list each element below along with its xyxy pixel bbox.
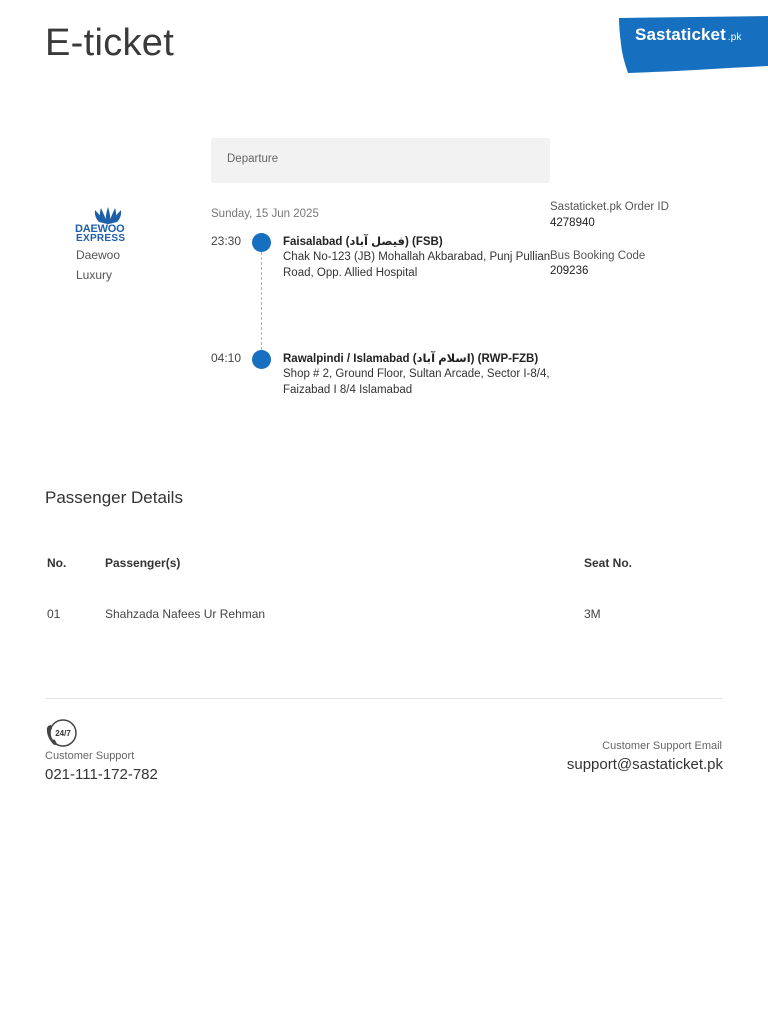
support-icon-text: 24/7 xyxy=(55,729,71,738)
departure-address: Chak No-123 (JB) Mohallah Akbarabad, Punj Pullian Road, Opp. Allied Hospital xyxy=(283,251,551,279)
footer-divider xyxy=(45,698,723,699)
booking-code-label: Bus Booking Code xyxy=(550,250,646,262)
logo-word-daewoo: DAEWOO xyxy=(75,223,125,235)
seat-number: 3M xyxy=(584,607,601,621)
arrival-station: Rawalpindi / Islamabad (اسلام آباد) (RWP-FZB) xyxy=(283,353,539,365)
travel-date: Sunday, 15 Jun 2025 xyxy=(211,208,319,220)
passenger-details-title: Passenger Details xyxy=(45,488,183,507)
daewoo-express-logo xyxy=(75,207,141,247)
departure-dot-icon xyxy=(252,233,271,252)
passenger-number: 01 xyxy=(47,607,61,621)
sastaticket-logo[interactable] xyxy=(616,16,768,74)
operator-name: Daewoo xyxy=(76,248,121,262)
support-email-link[interactable]: support@sastaticket.pk xyxy=(566,756,723,773)
page-title: E-ticket xyxy=(45,22,175,64)
support-phone-link[interactable]: 021-111-172-782 xyxy=(45,766,158,783)
operator-class: Luxury xyxy=(76,268,113,282)
support-24-7-phone-icon xyxy=(45,718,79,748)
brand-suffix: .pk xyxy=(727,32,742,43)
column-header-passenger: Passenger(s) xyxy=(105,556,181,570)
booking-code-value: 209236 xyxy=(550,265,589,277)
departure-station: Faisalabad (فیصل آباد) (FSB) xyxy=(283,236,443,248)
column-header-no: No. xyxy=(47,556,67,570)
arrival-address: Shop # 2, Ground Floor, Sultan Arcade, Sector I-8/4, Faizabad I 8/4 Islamabad xyxy=(283,368,550,396)
route-timeline xyxy=(261,252,262,350)
brand-name: Sastaticket xyxy=(635,25,726,44)
departure-time: 23:30 xyxy=(211,234,242,248)
support-email-label: Customer Support Email xyxy=(602,740,722,752)
arrival-time: 04:10 xyxy=(211,351,242,365)
departure-header xyxy=(211,138,550,183)
column-header-seat: Seat No. xyxy=(584,556,633,570)
logo-word-express: EXPRESS xyxy=(76,233,126,244)
order-id-label: Sastaticket.pk Order ID xyxy=(550,201,669,213)
order-id-value: 4278940 xyxy=(550,217,595,229)
passenger-name: Shahzada Nafees Ur Rehman xyxy=(105,607,266,621)
support-phone-label: Customer Support xyxy=(45,750,135,762)
arrival-dot-icon xyxy=(252,350,271,369)
departure-label: Departure xyxy=(227,153,279,165)
